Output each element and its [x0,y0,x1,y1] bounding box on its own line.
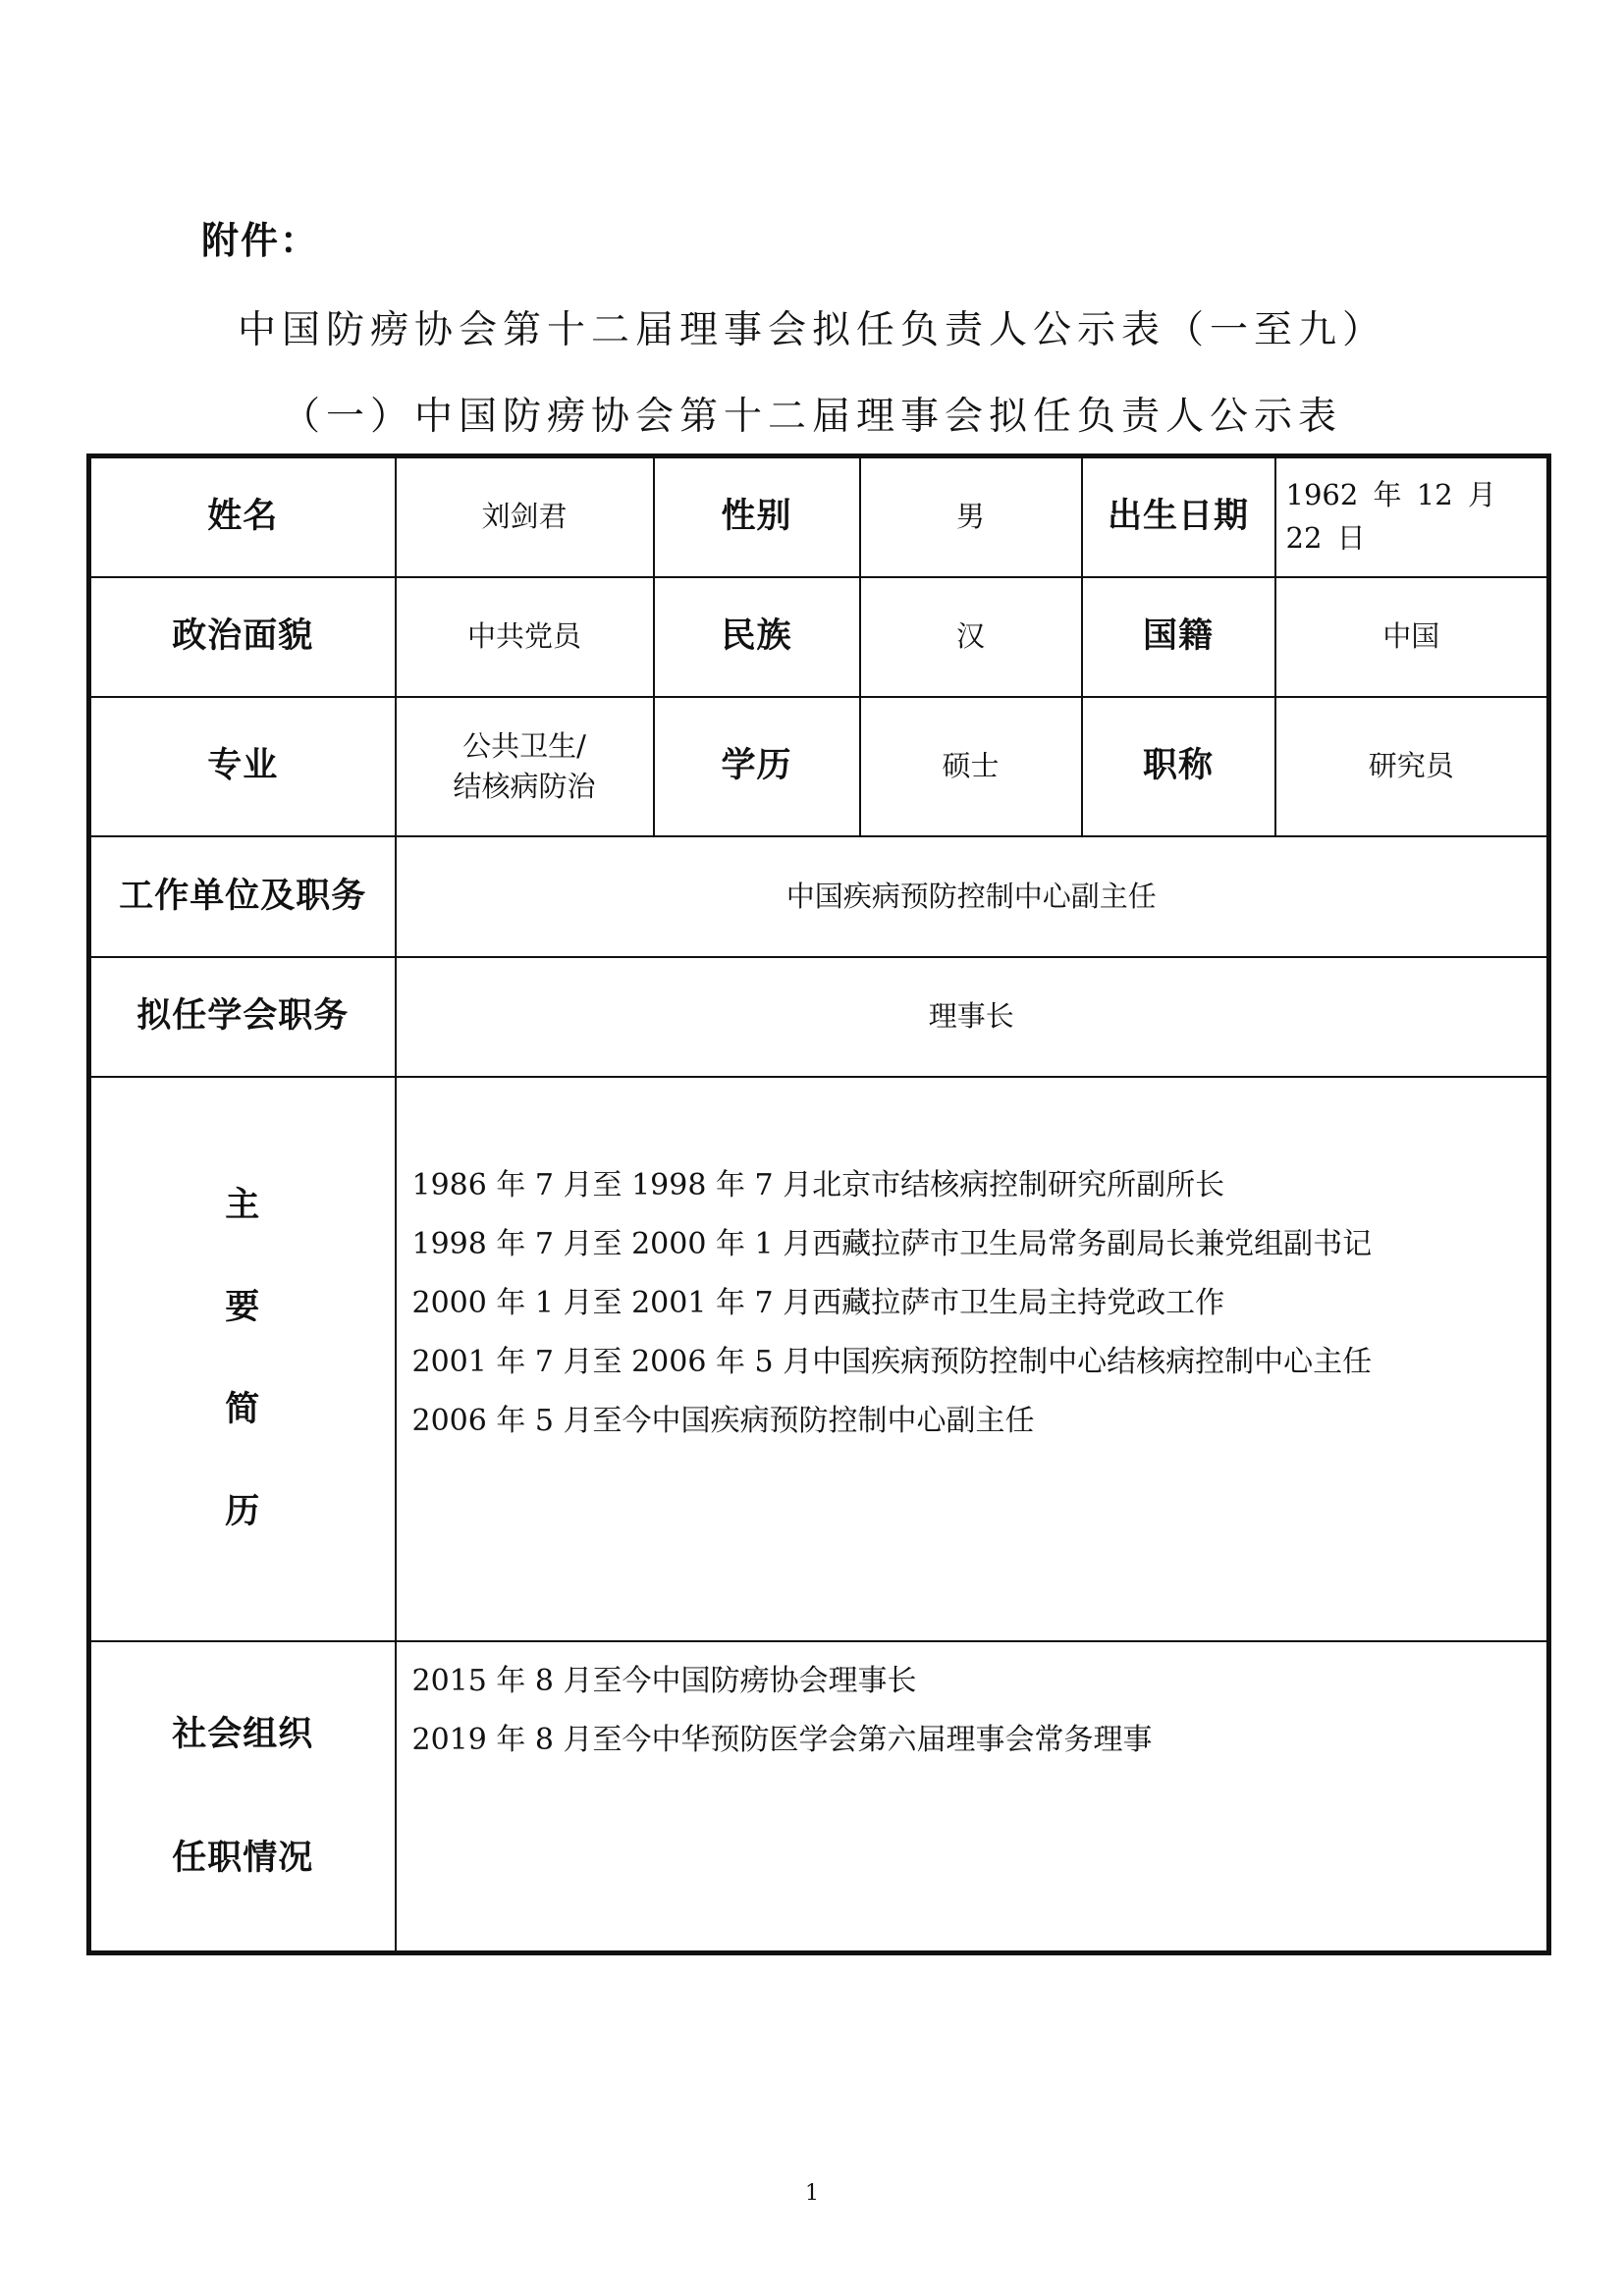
nationality-label: 国籍 [1082,577,1275,697]
gender-value: 男 [860,456,1082,577]
row-basic-2 [89,577,1549,697]
page-number: 1 [805,2181,819,2206]
workplace-label: 工作单位及职务 [89,836,396,957]
birth-date-label: 出生日期 [1082,456,1275,577]
major-value [396,697,654,836]
social-entry: 2015 年 8 月至今中国防痨协会理事长 [411,1663,917,1698]
political-status-label: 政治面貌 [89,577,396,697]
ethnicity-label: 民族 [654,577,860,697]
resume-entry: 2001 年 7 月至 2006 年 5 月中国疾病预防控制中心结核病控制中心主任 [411,1344,1373,1379]
resume-label-char: 简 [225,1390,261,1429]
resume-entry: 2006 年 5 月至今中国疾病预防控制中心副主任 [411,1403,1035,1438]
gender-label: 性别 [654,456,860,577]
resume-entries [396,1077,1549,1641]
document-title: 中国防痨协会第十二届理事会拟任负责人公示表（一至九） [237,308,1386,352]
professional-title-value: 研究员 [1275,697,1549,836]
social-entry: 2019 年 8 月至今中华预防医学会第六届理事会常务理事 [411,1722,1153,1757]
resume-label-char: 要 [225,1288,261,1327]
row-resume [89,1077,1549,1641]
resume-entry: 1998 年 7 月至 2000 年 1 月西藏拉萨市卫生局常务副局长兼党组副书记 [411,1226,1373,1261]
resume-label [89,1077,396,1641]
education-label: 学历 [654,697,860,836]
row-basic-3 [89,697,1549,836]
political-status-value: 中共党员 [396,577,654,697]
birth-date-value: 1962 年 12 月 22 日 [1275,456,1549,577]
document-subtitle: （一）中国防痨协会第十二届理事会拟任负责人公示表 [281,395,1342,439]
social-label-line1: 社会组织 [172,1714,314,1754]
attachment-label: 附件： [201,219,320,262]
major-value-line1: 公共卫生/ [462,728,586,763]
social-positions-label [89,1641,396,1953]
row-proposed-position [89,957,1549,1077]
nationality-value: 中国 [1275,577,1549,697]
social-positions-entries [396,1641,1549,1953]
social-label-line2: 任职情况 [172,1838,314,1878]
professional-title-label: 职称 [1082,697,1275,836]
row-social-positions [89,1641,1549,1953]
row-workplace [89,836,1549,957]
resume-entry: 1986 年 7 月至 1998 年 7 月北京市结核病控制研究所副所长 [411,1167,1225,1202]
proposed-position-value: 理事长 [396,957,1549,1077]
education-value: 硕士 [860,697,1082,836]
name-label: 姓名 [89,456,396,577]
workplace-value: 中国疾病预防控制中心副主任 [396,836,1549,957]
name-value: 刘剑君 [396,456,654,577]
resume-label-char: 历 [225,1492,261,1531]
resume-label-char: 主 [225,1186,261,1225]
resume-entry: 2000 年 1 月至 2001 年 7 月西藏拉萨市卫生局主持党政工作 [411,1285,1225,1320]
proposed-position-label: 拟任学会职务 [89,957,396,1077]
major-label: 专业 [89,697,396,836]
row-basic-1 [89,456,1549,577]
major-value-line2: 结核病防治 [453,769,596,803]
candidate-info-table [86,454,1551,1955]
ethnicity-value: 汉 [860,577,1082,697]
